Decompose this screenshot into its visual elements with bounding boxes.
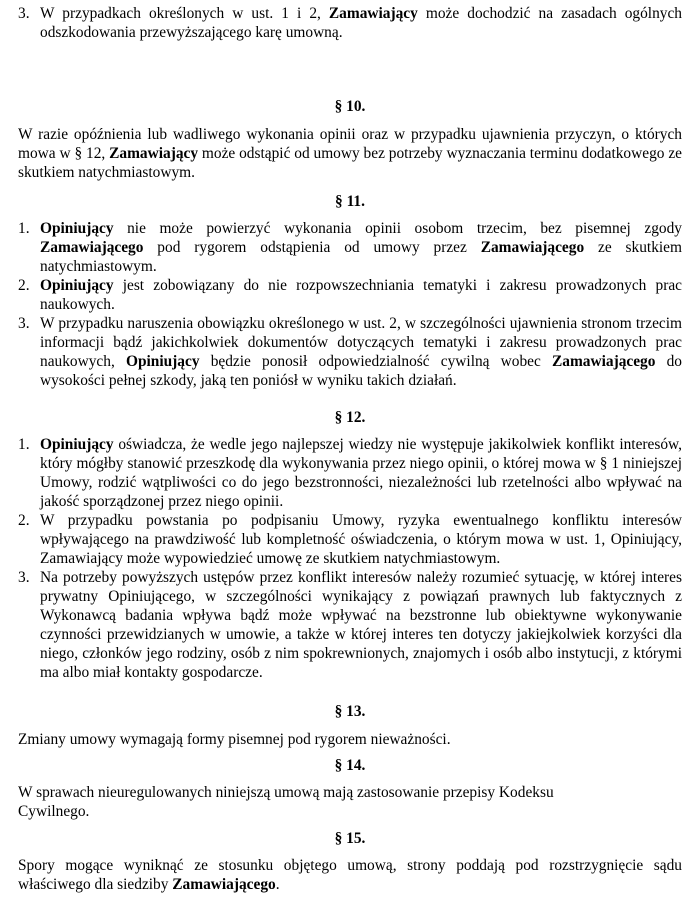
item-number: 2. — [18, 277, 30, 294]
item-number: 1. — [18, 436, 30, 453]
section-12-list — [18, 435, 682, 682]
section-11-list — [18, 219, 682, 390]
text-run: oświadcza, że wedle jego najlepszej wiedzy nie występuje jakikolwiek konflikt interesów, który mógłby stanowić przeszkodę dla wykonywania przez niego opinii, o której mowa w § 1 niniejszej Umowy, rodzić wątpliwości co do jego bezstronności, niezależności lub rzetelności albo wpływać na jakość sporządzonej przez niego opinii. — [40, 436, 682, 510]
item-text — [40, 315, 682, 389]
list-item — [18, 4, 682, 42]
bold-term: Zamawiający — [328, 5, 418, 22]
section-11-title: § 11. — [335, 193, 365, 210]
bold-term: Zamawiającego — [172, 876, 276, 893]
list-item — [18, 219, 682, 276]
item-text — [40, 569, 682, 681]
text-run: będzie ponosił odpowiedzialność cywilną wobec — [199, 353, 552, 370]
section-9-list — [18, 4, 682, 42]
text-run: nie może powierzyć wykonania opinii osobom trzecim, bez pisemnej zgody — [113, 220, 682, 237]
section-13-title: § 13. — [334, 703, 366, 720]
section-14-title: § 14. — [334, 757, 366, 774]
list-item — [18, 435, 682, 511]
item-text — [40, 512, 682, 567]
item-text — [40, 277, 682, 313]
list-item — [18, 511, 682, 568]
list-item — [18, 276, 682, 314]
bold-term: Zamawiającego — [40, 239, 144, 256]
bold-term: Zamawiający — [109, 145, 199, 162]
section-14-text — [18, 783, 618, 821]
item-text — [40, 5, 682, 41]
item-number: 3. — [18, 569, 30, 586]
text-run: W razie opóźnienia lub wadliwego wykonania opinii oraz w przypadku ujawnienia przyczyn, o których mowa w § 12, — [18, 126, 682, 162]
bold-term: Opiniujący — [40, 436, 114, 453]
section-15-text — [18, 856, 682, 894]
text-run: W przypadkach określonych w ust. 1 i 2, — [40, 5, 329, 22]
item-number: 3. — [18, 5, 30, 22]
section-10-title: § 10. — [334, 98, 366, 115]
text-run: może odstąpić od umowy bez potrzeby wyznaczania terminu dodatkowego ze skutkiem natychmiastowym. — [18, 145, 682, 181]
item-text — [40, 436, 682, 510]
text-run: . — [275, 876, 280, 893]
section-13-text — [18, 730, 682, 749]
item-number: 2. — [18, 512, 30, 529]
item-text — [40, 220, 682, 275]
bold-term: Opiniujący — [40, 220, 114, 237]
bold-term: Zamawiającego — [480, 239, 585, 256]
text-run: Na potrzeby powyższych ustępów przez konflikt interesów należy rozumieć sytuację, w której interes prywatny Opiniującego, w szczególności wynikający z powiązań prawnych lub faktycznych z Wykonawcą badania wpływa bądź może wpływać na bezstronne lub obiektywne wykonywanie czynności przewidzianych w umowie, a także w której interes ten dotyczy jakiejkolwiek korzyści dla niego, członków jego rodziny, osób z nim spokrewnionych, znajomych i osób albo instytucji, z którymi ma albo miał kontakty gospodarcze. — [40, 569, 682, 681]
text-run: W sprawach nieuregulowanych niniejszą umową mają zastosowanie przepisy Kodeksu Cywilnego. — [18, 784, 554, 820]
text-run: W przypadku powstania po podpisaniu Umowy, ryzyka ewentualnego konfliktu interesów wpływającego na prawdziwość lub kompletność oświadczenia, o którym mowa w ust. 1, Opiniujący, Zamawiający może wypowiedzieć umowę ze skutkiem natychmiastowym. — [40, 512, 682, 567]
section-10-text — [18, 125, 682, 182]
bold-term: Zamawiającego — [552, 353, 656, 370]
item-number: 3. — [18, 315, 30, 332]
bold-term: Opiniujący — [40, 277, 114, 294]
list-item — [18, 314, 682, 390]
section-15-title: § 15. — [334, 830, 366, 847]
bold-term: Opiniujący — [125, 353, 200, 370]
text-run: Spory mogące wyniknąć ze stosunku objętego umową, strony poddają pod rozstrzygnięcie sądu właściwego dla siedziby — [18, 857, 682, 893]
text-run: jest zobowiązany do nie rozpowszechniania tematyki i zakresu prowadzonych prac naukowych. — [40, 277, 682, 313]
text-run: W przypadku naruszenia obowiązku określonego w ust. 2, w szczególności ujawnienia stronom trzecim informacji bądź jakichkolwiek dokumentów dotyczących tematyki i zakresu prowadzonych prac naukowych, — [40, 315, 682, 370]
text-run: pod rygorem odstąpienia od umowy przez — [143, 239, 481, 256]
section-12-title: § 12. — [334, 409, 366, 426]
list-item — [18, 568, 682, 682]
text-run: ze skutkiem natychmiastowym. — [40, 239, 682, 275]
text-run: Zmiany umowy wymagają formy pisemnej pod rygorem nieważności. — [18, 731, 451, 748]
text-run: do wysokości pełnej szkody, jaką ten poniósł w wyniku takich działań. — [40, 353, 682, 389]
text-run: może dochodzić na zasadach ogólnych odszkodowania przewyższającego karę umowną. — [40, 5, 682, 41]
item-number: 1. — [18, 220, 30, 237]
